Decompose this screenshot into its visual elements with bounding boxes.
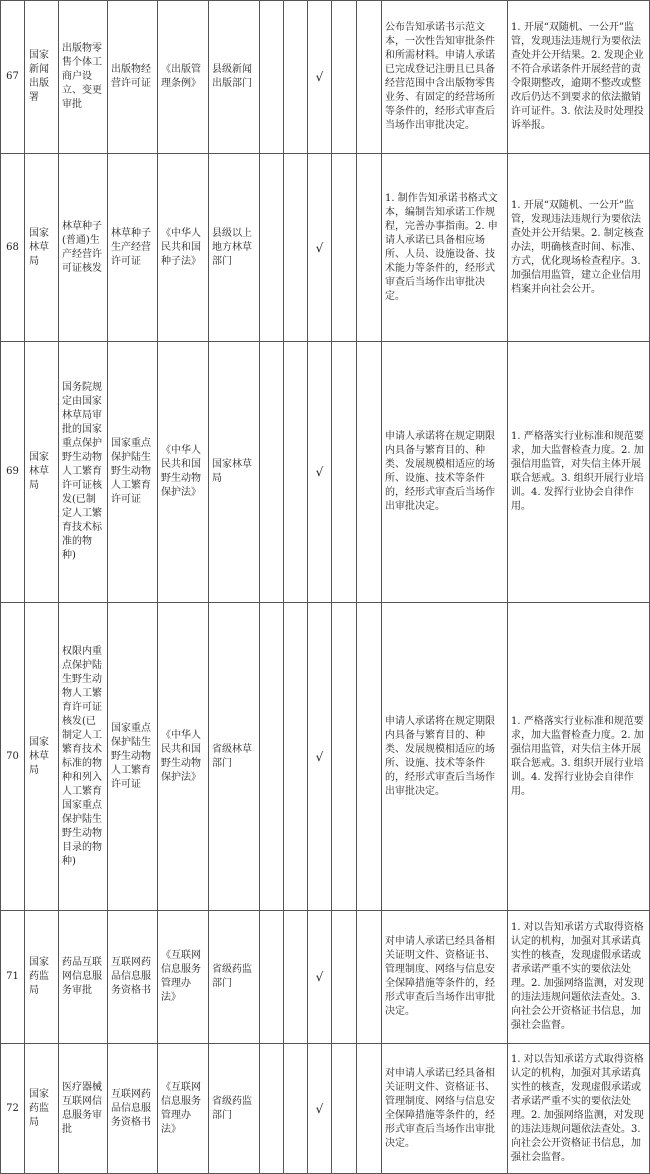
supervision-measures-cell: 1. 开展“双随机、一公开”监管，发现违法违规行为要依法查处并公开结果。2. 制定核查办法，明确核查时间、标准、方式，优化现场检查程序。3. 加强信用监管，建立企业信用档案并向社会公开。 [508, 154, 650, 342]
empty-cell [260, 1044, 284, 1174]
legal-basis-cell: 《互联网信息服务管理办法》 [158, 911, 209, 1044]
row-number: 71 [1, 911, 25, 1044]
approval-item-cell: 出版物零售个体工商户设立、变更审批 [59, 1, 108, 154]
row-number: 68 [1, 154, 25, 342]
table-row [1, 154, 650, 342]
reform-method-cell: 申请人承诺将在规定期限内具备与繁育目的、种类、发展规模相适应的场所、设施、技术等条件的，经形式审查后当场作出审批决定。 [382, 342, 508, 603]
department-cell: 国家林草局 [25, 603, 59, 911]
table-row [1, 1, 650, 154]
checkmark-cell: √ [308, 1044, 332, 1174]
row-number: 70 [1, 603, 25, 911]
approving-authority-cell: 省级药监部门 [209, 1044, 260, 1174]
legal-basis-cell: 《互联网信息服务管理办法》 [158, 1044, 209, 1174]
legal-basis-cell: 《中华人民共和国种子法》 [158, 154, 209, 342]
empty-cell [357, 1, 382, 154]
license-name-cell: 林草种子生产经营许可证 [108, 154, 158, 342]
table-row [1, 1044, 650, 1174]
license-name-cell: 互联网药品信息服务资格书 [108, 911, 158, 1044]
empty-cell [284, 154, 308, 342]
legal-basis-cell: 《出版管理条例》 [158, 1, 209, 154]
row-number: 72 [1, 1044, 25, 1174]
supervision-measures-cell: 1. 对以告知承诺方式取得资格认定的机构，加强对其承诺真实性的核查，发现虚假承诺或者承诺严重不实的要依法处理。2. 加强网络监测，对发现的违法违规问题依法查处。3. 向社会公开资格证书信息，加强社会监督。 [508, 911, 650, 1044]
license-name-cell: 国家重点保护陆生野生动物人工繁育许可证 [108, 342, 158, 603]
legal-basis-cell: 《中华人民共和国野生动物保护法》 [158, 342, 209, 603]
empty-cell [357, 342, 382, 603]
reform-method-cell: 对申请人承诺已经具备相关证明文件、资格证书、管理制度、网络与信息安全保障措施等条件的，经形式审查后当场作出审批决定。 [382, 1044, 508, 1174]
approving-authority-cell: 省级林草部门 [209, 603, 260, 911]
reform-method-cell: 公布告知承诺书示范文本，一次性告知审批条件和所需材料。申请人承诺已完成登记注册且已具备经营范围中含出版物零售业务、有固定的经营场所等条件的，经形式审查后当场作出审批决定。 [382, 1, 508, 154]
department-cell: 国家林草局 [25, 342, 59, 603]
empty-cell [332, 1, 357, 154]
approving-authority-cell: 县级新闻出版部门 [209, 1, 260, 154]
license-name-cell: 国家重点保护陆生野生动物人工繁育许可证 [108, 603, 158, 911]
approving-authority-cell: 国家林草局 [209, 342, 260, 603]
empty-cell [260, 911, 284, 1044]
approval-item-cell: 药品互联网信息服务审批 [59, 911, 108, 1044]
empty-cell [332, 1044, 357, 1174]
approval-item-cell: 国务院规定由国家林草局审批的国家重点保护野生动物人工繁育许可证核发(已制定人工繁育技术标准的物种) [59, 342, 108, 603]
approval-item-cell: 医疗器械互联网信息服务审批 [59, 1044, 108, 1174]
approving-authority-cell: 县级以上地方林草部门 [209, 154, 260, 342]
department-cell: 国家林草局 [25, 154, 59, 342]
checkmark-cell: √ [308, 342, 332, 603]
approval-item-cell: 权限内重点保护陆生野生动物人工繁育许可证核发(已制定人工繁育技术标准的物种和列入人工繁育国家重点保护陆生野生动物目录的物种) [59, 603, 108, 911]
empty-cell [332, 911, 357, 1044]
legal-basis-cell: 《中华人民共和国野生动物保护法》 [158, 603, 209, 911]
empty-cell [260, 603, 284, 911]
empty-cell [332, 154, 357, 342]
empty-cell [284, 342, 308, 603]
empty-cell [332, 342, 357, 603]
empty-cell [260, 1, 284, 154]
reform-method-cell: 对申请人承诺已经具备相关证明文件、资格证书、管理制度、网络与信息安全保障措施等条件的，经形式审查后当场作出审批决定。 [382, 911, 508, 1044]
department-cell: 国家药监局 [25, 1044, 59, 1174]
empty-cell [357, 1044, 382, 1174]
empty-cell [284, 603, 308, 911]
empty-cell [357, 911, 382, 1044]
checkmark-cell: √ [308, 154, 332, 342]
table-row [1, 342, 650, 603]
table-row [1, 603, 650, 911]
reform-method-cell: 申请人承诺将在规定期限内具备与繁育目的、种类、发展规模相适应的场所、设施、技术等条件的，经形式审查后当场作出审批决定。 [382, 603, 508, 911]
approving-authority-cell: 省级药监部门 [209, 911, 260, 1044]
empty-cell [284, 1, 308, 154]
row-number: 69 [1, 342, 25, 603]
supervision-measures-cell: 1. 对以告知承诺方式取得资格认定的机构，加强对其承诺真实性的核查，发现虚假承诺或者承诺严重不实的要依法处理。2. 加强网络监测，对发现的违法违规问题依法查处。3. 向社会公开资格证书信息，加强社会监督。 [508, 1044, 650, 1174]
empty-cell [284, 911, 308, 1044]
supervision-measures-cell: 1. 开展“双随机、一公开”监管，发现违法违规行为要依法查处并公开结果。2. 发现企业不符合承诺条件开展经营的责令限期整改，逾期不整改或整改后仍达不到要求的依法撤销许可证件。3. 依法及时处理投诉举报。 [508, 1, 650, 154]
table-row [1, 911, 650, 1044]
license-name-cell: 出版物经营许可证 [108, 1, 158, 154]
supervision-measures-cell: 1. 严格落实行业标准和规范要求，加大监督检查力度。2. 加强信用监管，对失信主体开展联合惩戒。3. 组织开展行业培训。4. 发挥行业协会自律作用。 [508, 603, 650, 911]
empty-cell [260, 154, 284, 342]
checkmark-cell: √ [308, 911, 332, 1044]
checkmark-cell: √ [308, 603, 332, 911]
empty-cell [332, 603, 357, 911]
license-name-cell: 互联网药品信息服务资格书 [108, 1044, 158, 1174]
row-number: 67 [1, 1, 25, 154]
approval-item-cell: 林草种子(普通)生产经营许可证核发 [59, 154, 108, 342]
department-cell: 国家药监局 [25, 911, 59, 1044]
reform-method-cell: 1. 制作告知承诺书格式文本，编制告知承诺工作规程，完善办事指南。2. 申请人承诺已具备相应场所、人员、设施设备、技术能力等条件的，经形式审查后当场作出审批决定。 [382, 154, 508, 342]
empty-cell [357, 603, 382, 911]
checkmark-cell: √ [308, 1, 332, 154]
supervision-measures-cell: 1. 严格落实行业标准和规范要求，加大监督检查力度。2. 加强信用监管，对失信主体开展联合惩戒。3. 组织开展行业培训。4. 发挥行业协会自律作用。 [508, 342, 650, 603]
department-cell: 国家新闻出版署 [25, 1, 59, 154]
empty-cell [357, 154, 382, 342]
empty-cell [284, 1044, 308, 1174]
empty-cell [260, 342, 284, 603]
